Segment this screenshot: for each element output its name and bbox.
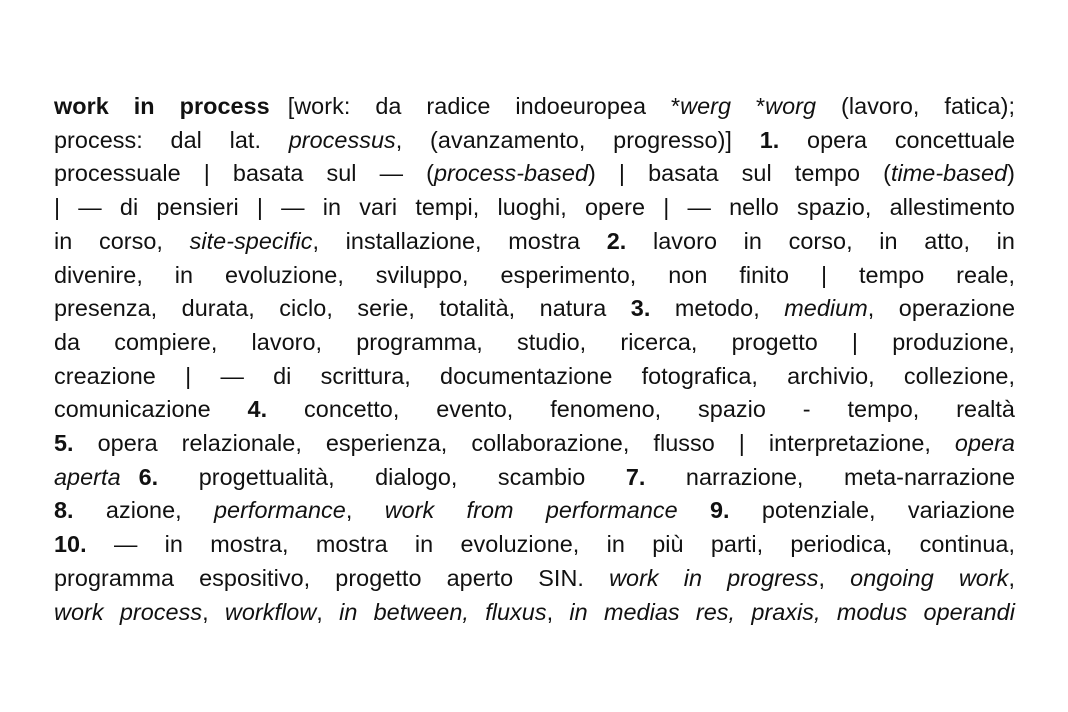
entry-text: ,: [316, 598, 340, 625]
entry-text: divenire, in evoluzione, sviluppo, esperimento, non finito | tempo reale,: [54, 261, 1015, 288]
italic-text: worg: [765, 93, 817, 119]
entry-text: concetto, evento, fenomeno, spazio - tempo, realtà: [267, 396, 1015, 423]
bold-text: 2.: [606, 227, 627, 254]
italic-text: workflow: [224, 598, 317, 625]
entry-text: — in mostra, mostra in evoluzione, in più parti, periodica, continua,: [86, 531, 1015, 558]
entry-text: [work: da radice indoeuropea *: [287, 93, 681, 119]
entry-text: progettualità, dialogo, scambio: [158, 463, 626, 490]
entry-text: ,: [202, 598, 225, 625]
bold-text: 3.: [630, 295, 651, 322]
entry-text: | — di pensieri | — in vari tempi, luoghi, opere | — nello spazio, allestimento: [54, 194, 1015, 221]
entry-line: [54, 90, 1015, 124]
entry-text: presenza, durata, ciclo, serie, totalità, natura: [54, 295, 631, 322]
entry-text: narrazione, meta-narrazione: [645, 463, 1016, 490]
entry-text: da compiere, lavoro, programma, studio, ricerca, progetto | produzione,: [54, 328, 1015, 355]
entry-text: [678, 497, 710, 523]
entry-line: [54, 596, 1015, 630]
entry-line: [54, 225, 1015, 259]
bold-text: 8.: [54, 497, 74, 524]
entry-text: *: [731, 93, 766, 119]
entry-text: ,: [818, 564, 851, 591]
bold-text: 5.: [54, 430, 74, 457]
italic-text: werg: [680, 93, 732, 119]
entry-line: [54, 461, 1015, 495]
entry-text: processuale | basata sul — (: [54, 160, 434, 187]
entry-line: [54, 292, 1015, 326]
italic-text: performance: [213, 497, 346, 524]
italic-text: work in progress: [609, 564, 819, 591]
bold-text: 9.: [710, 497, 730, 524]
entry-line: [54, 360, 1015, 394]
entry-line: [54, 157, 1015, 191]
entry-text: , installazione, mostra: [312, 227, 607, 254]
entry-text: comunicazione: [54, 396, 248, 423]
entry-text: , (avanzamento, progresso)]: [395, 126, 760, 153]
entry-line: [54, 259, 1015, 293]
bold-text: 7.: [625, 463, 646, 490]
entry-line: [54, 528, 1015, 562]
italic-text: aperta: [54, 463, 121, 490]
bold-text: work in process: [54, 93, 270, 119]
entry-line: [54, 124, 1015, 158]
italic-text: time-based: [890, 160, 1008, 187]
entry-text: programma espositivo, progetto aperto SIN.: [54, 564, 610, 591]
italic-text: work process: [54, 598, 203, 625]
entry-text: ,: [345, 497, 385, 524]
entry-text: metodo,: [650, 295, 785, 322]
entry-text: opera concettuale: [779, 126, 1016, 153]
entry-text: process: dal lat.: [54, 126, 289, 153]
entry-line: [54, 393, 1015, 427]
italic-text: ongoing work: [850, 564, 1009, 591]
entry-text: ): [1007, 160, 1015, 187]
entry-text: ,: [1008, 564, 1016, 591]
entry-line: [54, 191, 1015, 225]
entry-text: (lavoro, fatica);: [816, 93, 1016, 119]
entry-text: azione,: [73, 497, 214, 524]
italic-text: process-based: [433, 160, 589, 187]
italic-text: in medias res, praxis, modus operandi: [569, 598, 1015, 625]
italic-text: medium: [784, 295, 868, 322]
bold-text: 1.: [759, 126, 780, 153]
entry-line: [54, 494, 1015, 528]
bold-text: 10.: [54, 531, 87, 558]
entry-text: creazione | — di scrittura, documentazione fotografica, archivio, collezione,: [54, 362, 1015, 389]
entry-text: potenziale, variazione: [729, 497, 1015, 524]
italic-text: processus: [288, 126, 396, 153]
entry-text: ,: [546, 598, 570, 625]
entry-text: opera relazionale, esperienza, collaborazione, flusso | interpretazione,: [73, 430, 955, 457]
entry-line: [54, 427, 1015, 461]
entry-text: ) | basata sul tempo (: [588, 160, 891, 187]
entry-text: lavoro in corso, in atto, in: [626, 227, 1015, 254]
entry-line: [54, 326, 1015, 360]
italic-text: in between, fluxus: [339, 598, 547, 625]
italic-text: work from performance: [384, 497, 678, 524]
bold-text: 4.: [247, 396, 268, 423]
entry-text: in corso,: [54, 227, 190, 254]
entry-text: , operazione: [867, 295, 1016, 322]
italic-text: site-specific: [189, 227, 313, 254]
bold-text: 6.: [138, 463, 159, 490]
italic-text: opera: [954, 430, 1015, 457]
entry-line: [54, 562, 1015, 596]
dictionary-entry: [54, 90, 1015, 629]
